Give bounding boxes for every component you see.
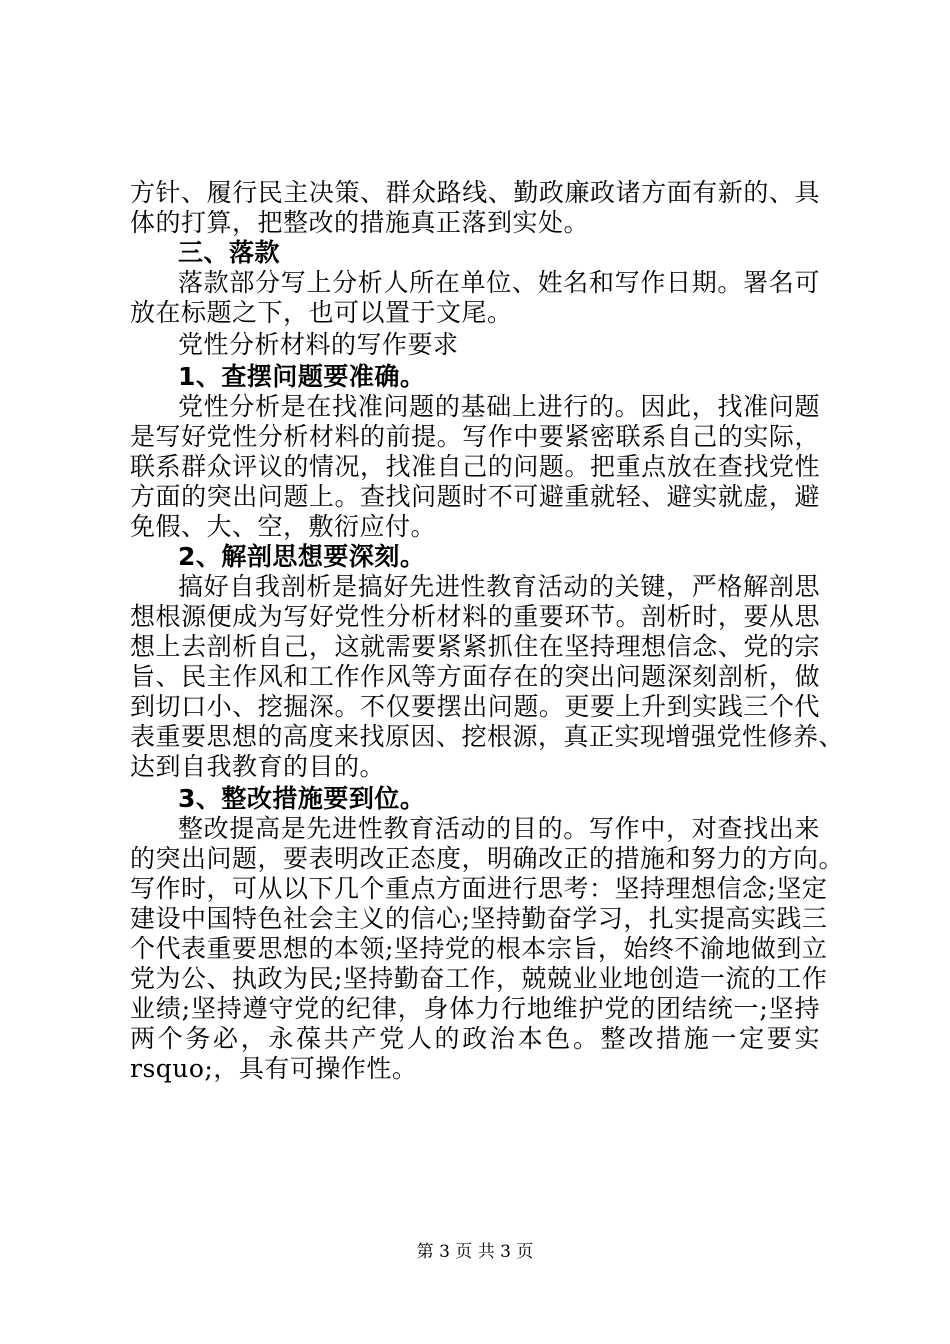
subsection-heading: 1、查摆问题要准确。 bbox=[178, 362, 426, 391]
paragraph-line: 想上去剖析自己，这就需要紧紧抓住在坚持理想信念、党的宗 bbox=[130, 632, 820, 661]
paragraph-line: 的突出问题，要表明改正态度，明确改正的措施和努力的方向。 bbox=[130, 844, 845, 873]
paragraph-line: 免假、大、空，敷衍应付。 bbox=[130, 512, 437, 541]
paragraph-line: 想根源便成为写好党性分析材料的重要环节。剖析时，要从思 bbox=[130, 602, 820, 631]
paragraph-line: 体的打算，把整改的措施真正落到实处。 bbox=[130, 208, 590, 237]
subsection-heading: 2、解剖思想要深刻。 bbox=[178, 542, 426, 571]
paragraph-line: 联系群众评议的情况，找准自己的问题。把重点放在查找党性 bbox=[130, 452, 820, 481]
paragraph-line: 方针、履行民主决策、群众路线、勤政廉政诸方面有新的、具 bbox=[130, 178, 820, 207]
paragraph-line: 整改提高是先进性教育活动的目的。写作中，对查找出来 bbox=[178, 814, 820, 843]
paragraph-line: 表重要思想的高度来找原因、挖根源，真正实现增强党性修养、 bbox=[130, 722, 845, 751]
section-heading: 三、落款 bbox=[178, 238, 281, 267]
paragraph-line: 方面的突出问题上。查找问题时不可避重就轻、避实就虚，避 bbox=[130, 482, 820, 511]
paragraph-line: 写作时，可从以下几个重点方面进行思考：坚持理想信念;坚定 bbox=[130, 874, 828, 903]
section-title: 党性分析材料的写作要求 bbox=[178, 330, 459, 359]
subsection-heading: 3、整改措施要到位。 bbox=[178, 784, 426, 813]
paragraph-line: 是写好党性分析材料的前提。写作中要紧密联系自己的实际， bbox=[130, 422, 820, 451]
paragraph-line: 落款部分写上分析人所在单位、姓名和写作日期。署名可 bbox=[178, 268, 820, 297]
paragraph-line: rsquo;，具有可操作性。 bbox=[130, 1054, 418, 1083]
paragraph-line: 旨、民主作风和工作作风等方面存在的突出问题深刻剖析，做 bbox=[130, 662, 820, 691]
paragraph-line: 放在标题之下，也可以置于文尾。 bbox=[130, 298, 513, 327]
paragraph-line: 个代表重要思想的本领;坚持党的根本宗旨，始终不渝地做到立 bbox=[130, 934, 828, 963]
paragraph-line: 达到自我教育的目的。 bbox=[130, 752, 386, 781]
paragraph-line: 两个务必，永葆共产党人的政治本色。整改措施一定要实 bbox=[130, 1024, 820, 1053]
paragraph-line: 党性分析是在找准问题的基础上进行的。因此，找准问题 bbox=[178, 392, 820, 421]
paragraph-line: 建设中国特色社会主义的信心;坚持勤奋学习，扎实提高实践三 bbox=[130, 904, 828, 933]
paragraph-line: 到切口小、挖掘深。不仅要摆出问题。更要上升到实践三个代 bbox=[130, 692, 820, 721]
paragraph-line: 党为公、执政为民;坚持勤奋工作，兢兢业业地创造一流的工作 bbox=[130, 964, 828, 993]
page-footer: 第 3 页 共 3 页 bbox=[416, 1242, 534, 1262]
paragraph-line: 业绩;坚持遵守党的纪律，身体力行地维护党的团结统一;坚持 bbox=[130, 994, 820, 1023]
paragraph-line: 搞好自我剖析是搞好先进性教育活动的关键，严格解剖思 bbox=[178, 572, 820, 601]
